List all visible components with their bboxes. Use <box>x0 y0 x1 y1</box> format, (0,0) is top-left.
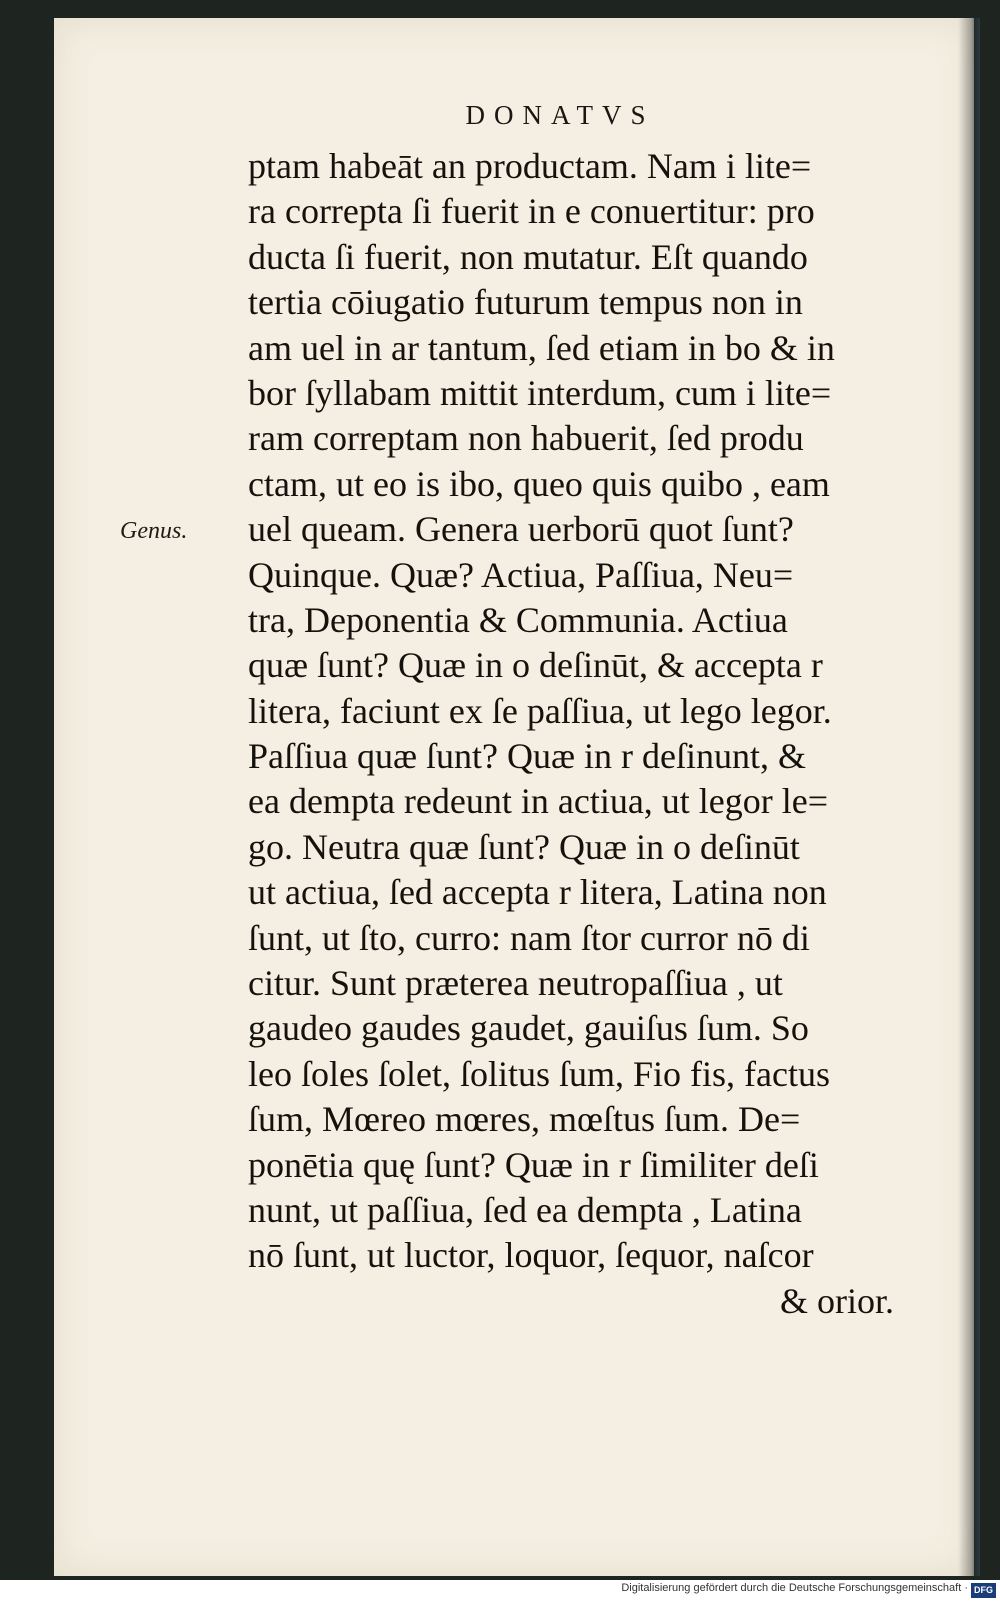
text-line: ea dempta redeunt in actiua, ut legor le= <box>248 781 829 822</box>
text-line: Quinque. Quæ? Actiua, Paſſiua, Neu= <box>248 554 794 595</box>
footer-bar <box>0 1580 1000 1603</box>
text-line: tertia cōiugatio futurum tempus non in <box>248 282 803 323</box>
text-line: uel queam. Genera uerborū quot ſunt? <box>248 509 794 550</box>
body-text <box>248 144 898 1324</box>
text-line: ctam, ut eo is ibo, queo quis quibo , eam <box>248 463 830 504</box>
marginal-note: Genus. <box>120 518 188 544</box>
text-line: leo ſoles ſolet, ſolitus ſum, Fio fis, factus <box>248 1053 830 1094</box>
text-line: nunt, ut paſſiua, ſed ea dempta , Latina <box>248 1189 802 1230</box>
text-line: go. Neutra quæ ſunt? Quæ in o deſinūt <box>248 826 800 867</box>
running-head: DONATVS <box>465 100 655 130</box>
text-line: ut actiua, ſed accepta r litera, Latina non <box>248 872 827 913</box>
text-line: ptam habeāt an productam. Nam i lite= <box>248 146 812 186</box>
text-line: gaudeo gaudes gaudet, gauiſus ſum. So <box>248 1008 809 1049</box>
text-line: am uel in ar tantum, ſed etiam in bo & in <box>248 327 835 368</box>
text-line: nō ſunt, ut luctor, loquor, ſequor, naſcor <box>248 1235 814 1276</box>
text-line: litera, faciunt ex ſe paſſiua, ut lego legor. <box>248 690 832 731</box>
text-line: ponētia quę ſunt? Quæ in r ſimiliter deſi <box>248 1144 819 1185</box>
text-line: citur. Sunt præterea neutropaſſiua , ut <box>248 963 783 1004</box>
text-line: ducta ſi fuerit, non mutatur. Eſt quando <box>248 236 808 277</box>
text-line: ſum, Mœreo mœres, mœſtus ſum. De= <box>248 1099 801 1140</box>
text-line: ram correptam non habuerit, ſed produ <box>248 418 804 459</box>
dfg-logo: DFG <box>971 1583 996 1598</box>
text-line: Paſſiua quæ ſunt? Quæ in r deſinunt, & <box>248 736 806 777</box>
text-line: bor ſyllabam mittit interdum, cum i lite= <box>248 372 832 413</box>
text-line: tra, Deponentia & Communia. Actiua <box>248 599 788 640</box>
footer-credit: Digitalisierung gefördert durch die Deutsche Forschungsgemeinschaft · <box>621 1582 968 1594</box>
text-line: ra correpta ſi fuerit in e conuertitur: pro <box>248 191 815 232</box>
text-line-final: & orior. <box>780 1280 894 1321</box>
text-line: ſunt, ut ſto, curro: nam ſtor curror nō di <box>248 917 810 958</box>
binding-shadow <box>958 18 980 1576</box>
text-line: quæ ſunt? Quæ in o deſinūt, & accepta r <box>248 645 823 686</box>
